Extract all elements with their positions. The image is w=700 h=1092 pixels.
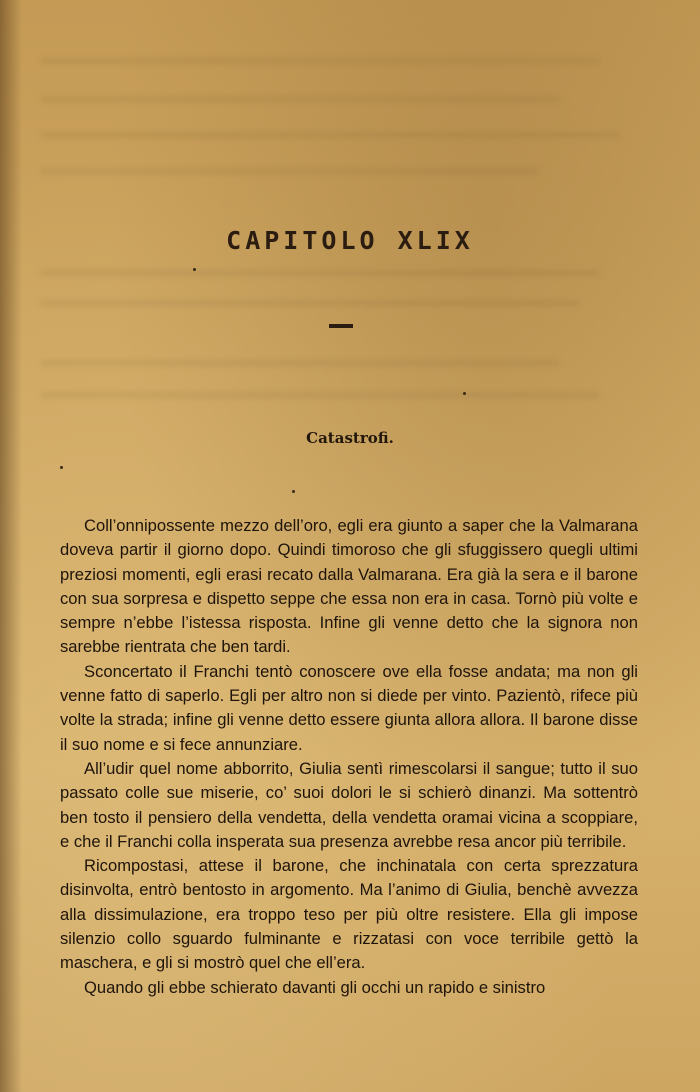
ink-speck — [463, 392, 466, 395]
title-separator-dash — [329, 324, 353, 328]
page-gutter-shadow — [0, 0, 22, 1092]
ink-speck — [60, 466, 63, 469]
paragraph: Ricompostasi, attese il barone, che inchinatala con certa sprezzatura disinvolta, entrò bentosto in argomento. Ma l’animo di Giulia, benchè avvezza alla dissimulazione, era troppo teso per più oltre resistere. Ella gli impose silenzio collo sguardo fulminante e rizzatasi con voce terribile gettò la maschera, e gli si mostrò quel che ell’era. — [60, 856, 638, 973]
body-text — [60, 514, 638, 1000]
bleed-through-line — [40, 168, 540, 174]
bleed-through-line — [40, 96, 560, 102]
bleed-through-line — [40, 58, 600, 64]
paragraph: Coll’onnipossente mezzo dell’oro, egli era giunto a saper che la Valmarana doveva partir il giorno dopo. Quindi timoroso che gli sfuggissero quegli ultimi preziosi momenti, egli erasi recato dalla Valmarana. Era già la sera e il barone con sua sorpresa e dispetto seppe che essa non era in casa. Tornò più volte e sempre n’ebbe l’istessa risposta. Infine gli venne detto che la signora non sarebbe rientrata che ben tardi. — [60, 516, 638, 657]
chapter-title: CAPITOLO XLIX — [226, 226, 474, 255]
paragraph: Quando gli ebbe schierato davanti gli occhi un rapido e sinistro — [84, 977, 546, 997]
bleed-through-line — [40, 300, 580, 306]
bleed-through-line — [40, 360, 560, 366]
paragraph: All’udir quel nome abborrito, Giulia sentì rimescolarsi il sangue; tutto il suo passato colle sue miserie, co’ suoi dolori le si schierò dinanzi. Ma sottentrò ben tosto il pensiero della vendetta, della vendetta oramai vicina a scoppiare, e che il Franchi colla insperata sua presenza avrebbe resa ancor più terribile. — [60, 758, 638, 851]
bleed-through-line — [40, 270, 600, 276]
bleed-through-line — [40, 392, 600, 398]
ink-speck — [193, 268, 196, 271]
paragraph: Sconcertato il Franchi tentò conoscere ove ella fosse andata; ma non gli venne fatto di saperlo. Egli per altro non si diede per vinto. Pazientò, rifece più volte la strada; infine gli venne detto essere giunta allora allora. Il barone disse il suo nome e si fece annunziare. — [60, 661, 638, 754]
bleed-through-line — [40, 132, 620, 138]
section-title: Catastrofi. — [306, 429, 394, 447]
ink-speck — [292, 490, 295, 493]
